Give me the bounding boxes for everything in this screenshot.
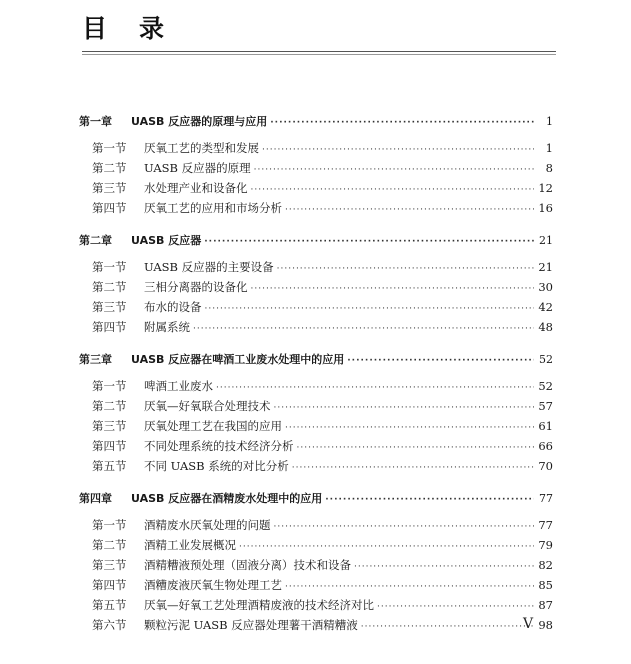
section-title: 颗粒污泥 UASB 反应器处理薯干酒精糟液: [144, 618, 358, 632]
dot-leader: [285, 418, 534, 438]
toc-section[interactable]: [79, 456, 553, 476]
toc-section[interactable]: [79, 198, 553, 218]
dot-leader: [262, 140, 534, 160]
section-page: 66: [538, 439, 553, 453]
chapter-number: 第二章: [79, 234, 112, 247]
section-page: 77: [538, 518, 553, 532]
section-page: 30: [538, 280, 553, 294]
title-rule-thin: [82, 54, 556, 55]
section-number: 第三节: [92, 181, 127, 195]
dot-leader: [270, 113, 534, 133]
dot-leader: [205, 299, 535, 319]
chapter-title: UASB 反应器的原理与应用: [131, 115, 268, 128]
section-page: 79: [538, 538, 553, 552]
toc-section[interactable]: [79, 376, 553, 396]
section-number: 第一节: [92, 260, 127, 274]
section-number: 第二节: [92, 538, 127, 552]
section-page: 85: [538, 578, 553, 592]
dot-leader: [292, 458, 534, 478]
section-title: 三相分离器的设备化: [144, 280, 248, 294]
section-number: 第四节: [92, 578, 127, 592]
section-page: 1: [545, 141, 553, 155]
section-page: 87: [538, 598, 553, 612]
chapter-number: 第一章: [79, 115, 112, 128]
section-page: 52: [538, 379, 553, 393]
dot-leader: [193, 319, 534, 339]
dot-leader: [285, 200, 534, 220]
section-page: 70: [538, 459, 553, 473]
section-title: 厌氧工艺的类型和发展: [144, 141, 259, 155]
section-page: 21: [538, 260, 553, 274]
dot-leader: [377, 597, 534, 617]
dot-leader: [297, 438, 535, 458]
toc-section[interactable]: [79, 615, 553, 635]
chapter-title: UASB 反应器在酒精废水处理中的应用: [131, 492, 323, 505]
section-title: 酒精废水厌氧处理的问题: [144, 518, 271, 532]
section-number: 第五节: [92, 459, 127, 473]
toc-section[interactable]: [79, 158, 553, 178]
chapter-page: 1: [546, 115, 553, 128]
section-title: 酒糟废液厌氧生物处理工艺: [144, 578, 282, 592]
section-title: 布水的设备: [144, 300, 202, 314]
section-title: UASB 反应器的主要设备: [144, 260, 274, 274]
section-number: 第三节: [92, 558, 127, 572]
table-of-contents: [79, 112, 553, 635]
dot-leader: [216, 378, 534, 398]
section-number: 第二节: [92, 399, 127, 413]
chapter-page: 52: [539, 353, 553, 366]
toc-chapter-1[interactable]: [79, 112, 553, 132]
toc-chapter-3[interactable]: [79, 350, 553, 370]
dot-leader: [325, 490, 534, 510]
dot-leader: [251, 279, 535, 299]
toc-section[interactable]: [79, 257, 553, 277]
toc-section[interactable]: [79, 178, 553, 198]
toc-section[interactable]: [79, 297, 553, 317]
dot-leader: [274, 517, 535, 537]
section-number: 第二节: [92, 161, 127, 175]
dot-leader: [254, 160, 534, 180]
section-page: 16: [538, 201, 553, 215]
section-number: 第三节: [92, 419, 127, 433]
section-title: 厌氧处理工艺在我国的应用: [144, 419, 282, 433]
dot-leader: [204, 232, 534, 252]
section-number: 第四节: [92, 201, 127, 215]
section-title: 厌氧—好氧工艺处理酒精废液的技术经济对比: [144, 598, 374, 612]
section-title: 水处理产业和设备化: [144, 181, 248, 195]
toc-section[interactable]: [79, 317, 553, 337]
section-page: 48: [538, 320, 553, 334]
toc-section[interactable]: [79, 515, 553, 535]
chapter-page: 21: [539, 234, 553, 247]
section-number: 第一节: [92, 518, 127, 532]
section-title: 附属系统: [144, 320, 190, 334]
toc-chapter-4[interactable]: [79, 489, 553, 509]
chapter-number: 第四章: [79, 492, 112, 505]
toc-section[interactable]: [79, 416, 553, 436]
section-title: 啤酒工业废水: [144, 379, 213, 393]
section-number: 第四节: [92, 439, 127, 453]
dot-leader: [251, 180, 535, 200]
title-rule: [82, 51, 556, 52]
section-title: 酒精工业发展概况: [144, 538, 236, 552]
page-title: 目录: [82, 14, 197, 43]
toc-section[interactable]: [79, 595, 553, 615]
dot-leader: [274, 398, 535, 418]
section-page: 82: [538, 558, 553, 572]
dot-leader: [239, 537, 534, 557]
page-number: V: [523, 616, 534, 632]
section-page: 98: [538, 618, 553, 632]
chapter-title: UASB 反应器在啤酒工业废水处理中的应用: [131, 353, 345, 366]
dot-leader: [347, 351, 534, 371]
dot-leader: [354, 557, 534, 577]
toc-section[interactable]: [79, 396, 553, 416]
chapter-title: UASB 反应器: [131, 234, 202, 247]
section-page: 12: [538, 181, 553, 195]
section-title: 厌氧—好氧联合处理技术: [144, 399, 271, 413]
chapter-number: 第三章: [79, 353, 112, 366]
dot-leader: [361, 617, 534, 637]
section-number: 第二节: [92, 280, 127, 294]
section-page: 42: [538, 300, 553, 314]
section-title: 不同 UASB 系统的对比分析: [144, 459, 289, 473]
section-number: 第三节: [92, 300, 127, 314]
section-number: 第一节: [92, 141, 127, 155]
toc-section[interactable]: [79, 138, 553, 158]
section-page: 8: [545, 161, 553, 175]
toc-chapter-2[interactable]: [79, 231, 553, 251]
toc-section[interactable]: [79, 277, 553, 297]
toc-section[interactable]: [79, 436, 553, 456]
dot-leader: [285, 577, 534, 597]
section-number: 第四节: [92, 320, 127, 334]
section-title: 酒精糟液预处理（固液分离）技术和设备: [144, 558, 351, 572]
toc-section[interactable]: [79, 555, 553, 575]
section-page: 57: [538, 399, 553, 413]
section-title: UASB 反应器的原理: [144, 161, 251, 175]
section-number: 第一节: [92, 379, 127, 393]
toc-section[interactable]: [79, 575, 553, 595]
toc-section[interactable]: [79, 535, 553, 555]
section-number: 第六节: [92, 618, 127, 632]
dot-leader: [277, 259, 534, 279]
section-number: 第五节: [92, 598, 127, 612]
chapter-page: 77: [539, 492, 553, 505]
section-title: 不同处理系统的技术经济分析: [144, 439, 294, 453]
section-page: 61: [538, 419, 553, 433]
section-title: 厌氧工艺的应用和市场分析: [144, 201, 282, 215]
